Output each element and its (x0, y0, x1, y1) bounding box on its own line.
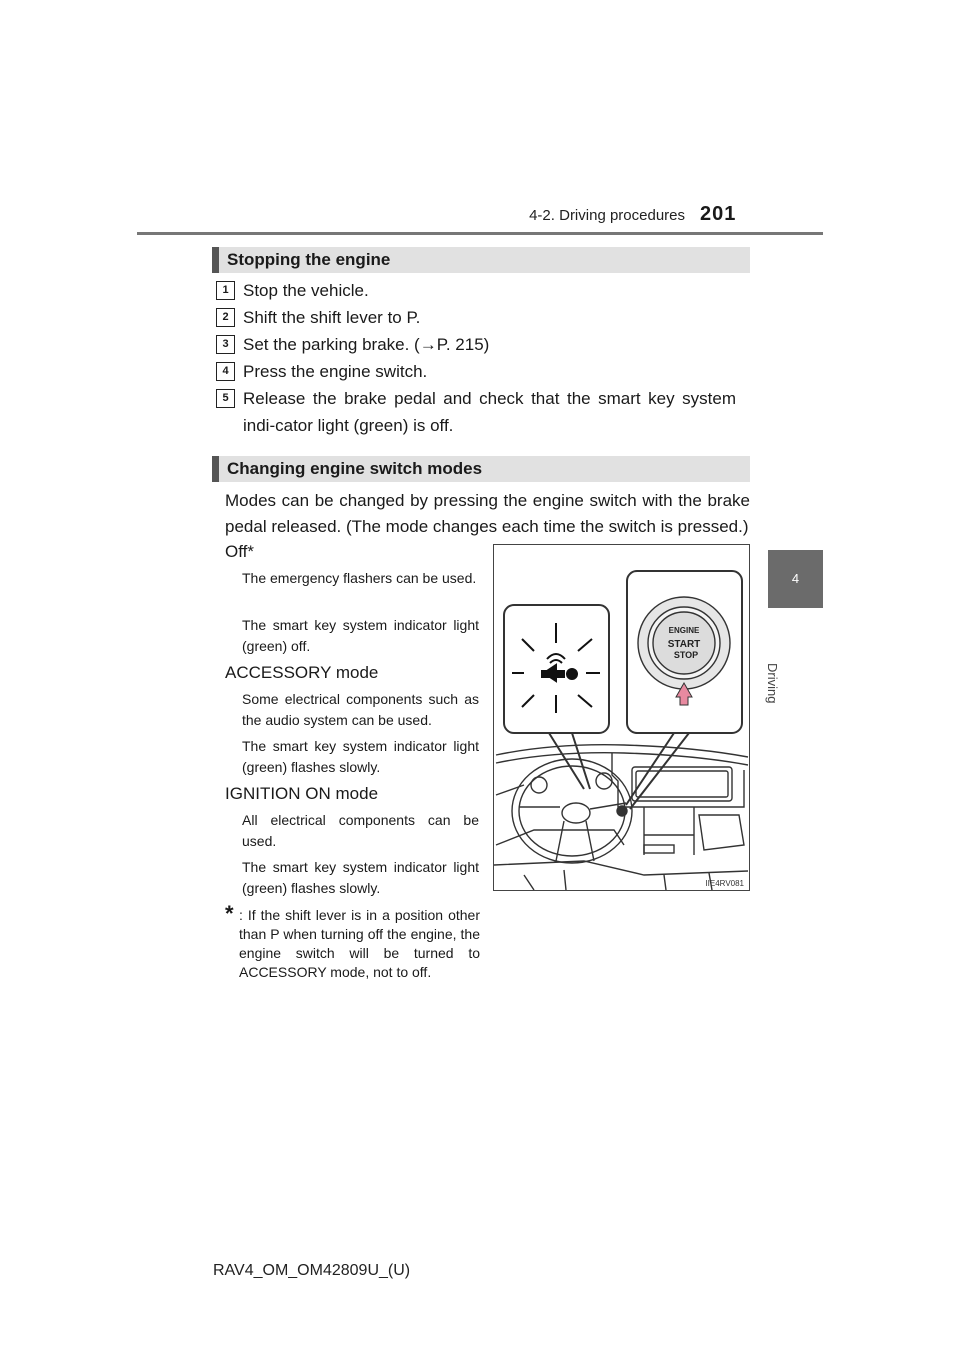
mode-ignition-desc-1: All electrical components can be used. (242, 812, 479, 849)
engine-switch-illustration (493, 544, 750, 891)
step-text: Shift the shift lever to P. (243, 308, 421, 327)
header-rule (137, 232, 823, 235)
step-text: Set the parking brake. (→P. 215) (243, 335, 490, 354)
step-text: Release the brake pedal and check that the smart key system indi-cator light (green) is off. (243, 389, 736, 435)
button-text-start: START (667, 639, 701, 650)
step-2 (216, 304, 736, 331)
running-header-section: 4-2. Driving procedures (529, 207, 685, 224)
section-heading-modes: Changing engine switch modes (212, 456, 750, 482)
button-text-stop: STOP (673, 650, 699, 660)
page-number: 201 (700, 203, 737, 225)
dashboard-drawing (494, 545, 749, 890)
step-number-badge: 4 (216, 362, 235, 381)
step-number-badge: 3 (216, 335, 235, 354)
mode-accessory-desc-1: Some electrical components such as the audio system can be used. (242, 691, 479, 728)
step-number-badge: 1 (216, 281, 235, 300)
button-text-engine: ENGINE (668, 626, 700, 635)
footnote-text: : If the shift lever is in a position other than P when turning off the engine, the engine switch will be turned to ACCESSORY mode, not to off. (239, 907, 480, 980)
mode-ignition-title: IGNITION ON mode (225, 784, 379, 803)
footnote (225, 901, 480, 982)
step-4 (216, 358, 736, 385)
step-number-badge: 5 (216, 389, 235, 408)
section-heading-stopping: Stopping the engine (212, 247, 750, 273)
step-1 (216, 277, 736, 304)
step-3 (216, 331, 736, 358)
modes-intro: Modes can be changed by pressing the engine switch with the brake pedal released. (The mode changes each time the switch is pressed.) (225, 491, 750, 536)
step-text: Press the engine switch. (243, 362, 428, 381)
step-text: Stop the vehicle. (243, 281, 369, 300)
chapter-tab-label-box (765, 618, 820, 704)
mode-accessory-desc-2: The smart key system indicator light (green) flashes slowly. (242, 738, 479, 775)
document-code-footer: RAV4_OM_OM42809U_(U) (213, 1262, 411, 1279)
step-number-badge: 2 (216, 308, 235, 327)
mode-off-title: Off* (225, 542, 254, 561)
mode-ignition-desc-2: The smart key system indicator light (green) flashes slowly. (242, 859, 479, 896)
mode-accessory-title: ACCESSORY mode (225, 663, 379, 682)
chapter-tab: 4 (768, 550, 823, 608)
mode-off-desc-2: The smart key system indicator light (green) off. (242, 617, 479, 654)
step-5 (216, 385, 736, 439)
figure-code: IIE4RV081 (705, 879, 744, 888)
chapter-tab-label: Driving (765, 663, 780, 704)
footnote-mark: * (225, 901, 234, 926)
mode-off-desc-1: The emergency flashers can be used. (242, 570, 477, 586)
